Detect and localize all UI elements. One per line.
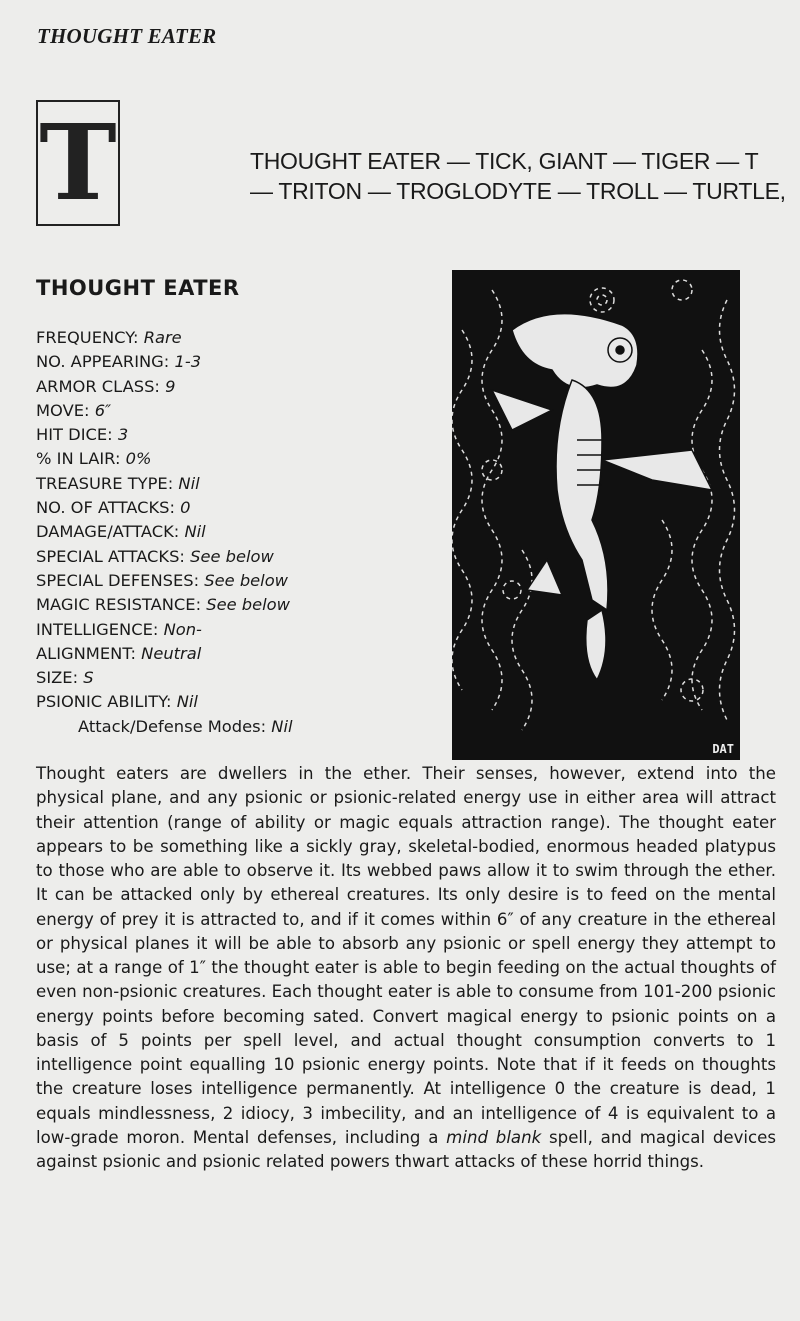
stat-value: 9 (165, 376, 176, 396)
stat-row (36, 447, 293, 471)
stat-value: 1-3 (174, 352, 202, 372)
stat-row (36, 642, 293, 666)
stat-row (36, 496, 293, 520)
banner-line-1: THOUGHT EATER — TICK, GIANT — TIGER — T (250, 148, 759, 174)
stat-value: See below (190, 546, 274, 566)
stat-row (36, 618, 293, 642)
description-part-2: spell, and magical devices against psionic and psionic related powers thwart attacks of these horrid things. (36, 1127, 777, 1171)
stat-value: Nil (271, 716, 293, 736)
stat-value: 0 (180, 498, 191, 518)
illustration-drawing (452, 270, 740, 760)
stat-value: Non- (163, 619, 202, 639)
stat-row (36, 472, 293, 496)
stat-value: See below (206, 595, 290, 615)
stat-value: S (83, 668, 94, 688)
stat-row (36, 399, 293, 423)
stat-row (36, 569, 293, 593)
stat-value: 0% (125, 449, 152, 469)
stat-row (36, 666, 293, 690)
stat-value: Nil (184, 522, 206, 542)
stat-value: Rare (143, 328, 182, 347)
stat-label: TREASURE TYPE: (36, 473, 174, 493)
stat-row (36, 690, 293, 714)
stat-label: PSIONIC ABILITY: (36, 692, 172, 712)
stat-row (36, 350, 293, 374)
description-text (36, 762, 776, 1174)
stat-label: SIZE: (36, 668, 79, 688)
banner-line-2: — TRITON — TROGLODYTE — TROLL — TURTLE, (250, 178, 786, 204)
stat-row (36, 593, 293, 617)
section-banner (250, 146, 786, 206)
stat-label: NO. OF ATTACKS: (36, 498, 175, 518)
stat-row (36, 520, 293, 544)
stat-label: SPECIAL ATTACKS: (36, 546, 185, 566)
stat-value: 6″ (94, 400, 112, 420)
stat-label: HIT DICE: (36, 425, 113, 445)
description-part-1: Thought eaters are dwellers in the ether. Their senses, however, extend into the physical plane, and any psionic or psionic-related energy use in either area will attract their attention (range of ability or magic equals attraction range). The thought eater appears to be something like a sickly gray, skeletal-bodied, enormous headed platypus to those who are able to observe it. Its webbed paws allow it to swim through the ether. It can be attacked only by ethereal creatures. Its only desire is to feed on the mental energy of prey it is attracted to, and if it comes within 6″ of any creature in the ethereal or physical planes it will be able to absorb any psionic or spell energy they attempt to use; at a range of 1″ the thought eater is able to begin feeding on the actual thoughts of even non-psionic creatures. Each thought eater is able to consume from 101-200 psionic energy points before becoming sated. Convert magical energy to psionic points on a basis of 5 points per spell level, and actual thought consumption converts to 1 intelligence point equalling 10 psionic energy points. Note that if it feeds on thoughts the creature loses intelligence permanently. At intelligence 0 the creature is dead, 1 equals mindlessness, 2 idiocy, 3 imbecility, and an intelligence of 4 is equivalent to a low-grade moron. Mental defenses, including a (36, 764, 776, 1147)
spell-name-mind-blank: mind blank (446, 1127, 542, 1147)
stat-value: See below (204, 570, 288, 590)
stat-row (36, 715, 293, 739)
stat-label: ALIGNMENT: (36, 643, 136, 663)
stat-value: Nil (178, 473, 200, 493)
artist-signature: DAT (712, 742, 734, 756)
stat-label: INTELLIGENCE: (36, 619, 159, 639)
stat-label: SPECIAL DEFENSES: (36, 570, 200, 590)
stat-row (36, 423, 293, 447)
stat-value: 3 (117, 425, 129, 445)
stat-row (36, 326, 293, 350)
stat-label: MOVE: (36, 400, 90, 420)
drop-cap-letter: T (39, 101, 117, 224)
stat-label: % IN LAIR: (36, 449, 121, 469)
stat-label: MAGIC RESISTANCE: (36, 595, 202, 615)
stat-row (36, 545, 293, 569)
stat-label: NO. APPEARING: (36, 352, 170, 372)
stat-label: FREQUENCY: (36, 328, 139, 347)
stat-value: Neutral (141, 643, 202, 663)
running-head: THOUGHT EATER (37, 24, 217, 48)
drop-cap-box (36, 100, 120, 226)
stat-label: ARMOR CLASS: (36, 376, 160, 396)
stat-row (36, 375, 293, 399)
stat-label: Attack/Defense Modes: (78, 716, 267, 736)
thought-eater-illustration (452, 270, 740, 760)
stat-value: Nil (176, 692, 198, 712)
monster-title: THOUGHT EATER (36, 276, 240, 300)
stat-block (36, 326, 293, 739)
stat-label: DAMAGE/ATTACK: (36, 522, 180, 542)
